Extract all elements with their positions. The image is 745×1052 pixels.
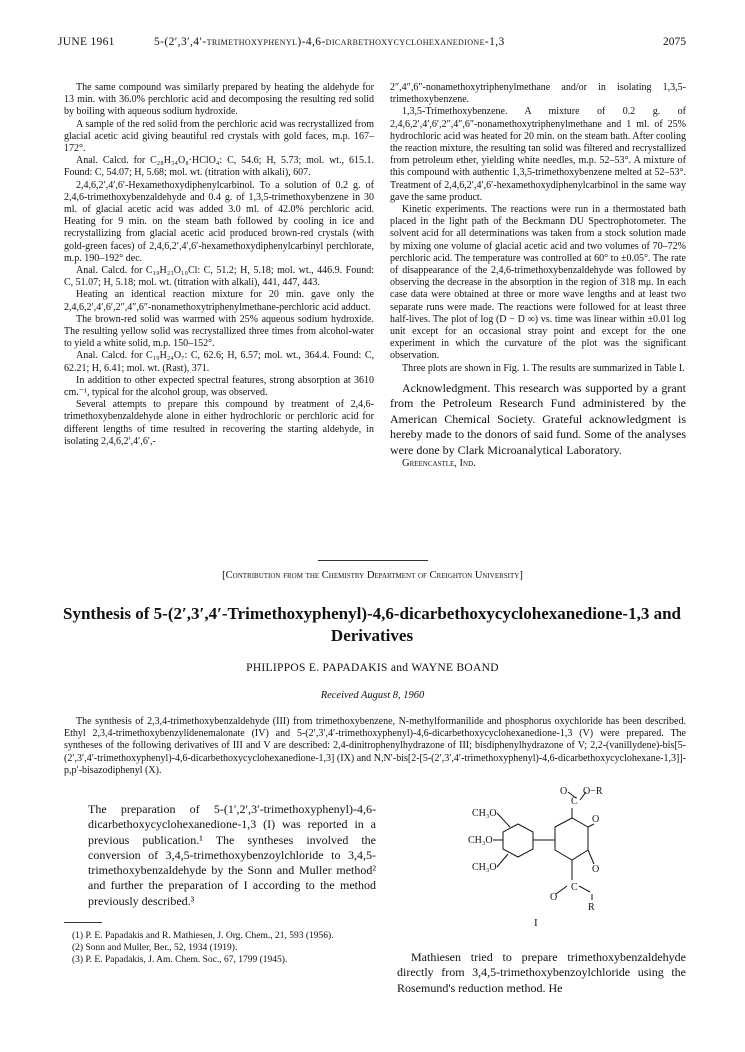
paragraph: 1,3,5-Trimethoxybenzene. A mixture of 0.2 g. of 2,4,6,2′,4′,6′,2″,4″,6″-nonamethoxytriphenylmethane and 1 ml. of 25% hydrochloric acid was heated for 20 min. on the steam bath. After cooling the reaction mixture, the resulting tan solid was filtered and recrystallized from petroleum ether, yielding white needles, m.p. 52–53°. A mixture of this compound with authentic 1,3,5-trimethoxybenzene melted at 52–53°. Treatment of 2,4,6,2′,4′,6′-hexamethoxydiphenylcarbinol in the same way gave the same product. <box>390 106 686 203</box>
paragraph: Anal. Calcd. for C₁₉H₂₃O₁₀Cl: C, 51.2; H, 5.18; mol. wt., 446.9. Found: C, 51.07; H, 5.18; mol. wt. (titration with alkali), 441, 447, 443. <box>64 265 374 289</box>
footnote: (2) Sonn and Muller, Ber., 52, 1934 (1919). <box>72 943 238 953</box>
header-title: 5-(2′,3′,4′-trimethoxyphenyl)-4,6-dicarbethoxycyclohexanedione-1,3 <box>154 36 505 48</box>
left-column <box>64 82 374 448</box>
struct-label: CH₃O <box>468 835 493 846</box>
paragraph: The same compound was similarly prepared by heating the aldehyde for 13 min. with 36.0% perchloric acid and decomposing the resulting red solid by boiling with aqueous sodium hydroxide. <box>64 82 374 118</box>
running-header <box>58 36 686 52</box>
compound-label: I <box>534 917 538 929</box>
paragraph: 2″,4″,6″-nonamethoxytriphenylmethane and/or in isolating 1,3,5-trimethoxybenzene. <box>390 82 686 106</box>
right-column <box>390 82 686 471</box>
bond-lines <box>493 792 594 900</box>
paragraph: Several attempts to prepare this compound by treatment of 2,4,6-trimethoxybenzaldehyde alone in either hydrochloric or perchloric acid for different lengths of time resulted in recovering the starting aldehyde, in isolating 2,4,6,2′,4′,6′,- <box>64 399 374 447</box>
struct-label: CH₃O <box>472 862 497 873</box>
paragraph: Three plots are shown in Fig. 1. The results are summarized in Table I. <box>402 362 685 374</box>
struct-label: O <box>560 786 568 797</box>
paragraph: Kinetic experiments. The reactions were run in a thermostated bath placed in the light path of the Beckmann DU Spectrophotometer. The solvent acid for all determinations was taken from a stock solution made by mixing one volume of glacial acetic acid and two volumes of 70–72% perchloric acid. The temperature was controlled at 60° to ±0.05°. The rate of disappearance of the 2,4,6-trimethoxybenzaldehyde was followed by observing the decrease in the absorption in the region of 318 mμ. In each case data were obtained at three or more wave lengths and at least two separate runs were made. The reactions were followed for at least three half-lives. The plot of log (D − D ∞) vs. time was linear within ±0.01 log unit except for an occasional stray point and except for the one experiment in which the curvature of the plot was the significant observation. <box>390 204 686 362</box>
acknowledgment: Acknowledgment. This research was supported by a grant from the Petroleum Research Fund administered by the American Chemical Society. Grateful acknowledgment is hereby made to the donors of said fund. Some of the analyses were done by Clark Microanalytical Laboratory. <box>390 380 686 457</box>
authors: PHILIPPOS E. PAPADAKIS and WAYNE BOAND <box>246 662 499 674</box>
paragraph: 2,4,6,2′,4′,6′-Hexamethoxydiphenylcarbinol. To a solution of 0.2 g. of 2,4,6-trimethoxybenzaldehyde and 0.4 g. of 1,3,5-trimethoxybenzene in 30 ml. of glacial acetic acid was added 3.0 ml. of 42.0% perchloric acid. Heating for 9 min. on the steam bath followed by cooling in ice and recrystallizing from glacial acetic acid produced brown-red crystals (with gold-green faces) of 2,4,6,2′,4′,6′-hexamethoxydiphenylcarbinyl perchlorate, m.p. 190–192° dec. <box>64 179 374 264</box>
footnote-rule <box>64 922 102 923</box>
cyclohexane-ring <box>555 818 588 860</box>
paragraph: Anal. Calcd. for C₁₉H₂₄O₇: C, 62.6; H, 6.57; mol. wt., 364.4. Found: C, 62.21; H, 6.41; mol. wt. (Rast), 371. <box>64 350 374 374</box>
received-date: Received August 8, 1960 <box>320 690 425 701</box>
article-title: Synthesis of 5-(2′,3′,4′-Trimethoxyphenyl)-4,6-dicarbethoxycyclohexanedione-1,3 and Derivatives <box>63 604 681 645</box>
struct-label: O−R <box>583 786 603 797</box>
paragraph: Anal. Calcd. for C₂₈H₃₄O₈·HClO₄: C, 54.6; H, 5.73; mol. wt., 615.1. Found: C, 54.07; H, 5.68; mol. wt. (titration with alkali), 607. <box>64 155 374 179</box>
contribution-line: [Contribution from the Chemistry Department of Creighton University] <box>222 570 523 581</box>
abstract: The synthesis of 2,3,4-trimethoxybenzaldehyde (III) from trimethoxybenzene, N-methylformanilide and phosphorus oxychloride has been described. Ethyl 2,3,4-trimethoxybenzylidenemalonate (IV) and 5-(2′,3′,4′-trimethoxyphenyl)-4,6-dicarbethoxycyclohexanedione-1,3 (V) were prepared. The syntheses of the following derivatives of III and V are described: 2,4-dinitrophenylhydrazone of III; bisdiphenylhydrazone of V; 2,2-(vanillydene)-bis[5-(2′,3′,4′-trimethoxyphenyl)-4,6-dicarbethoxycyclohexanedione-1,3] (IX) and N,N′-bis[2-[5-(2′,3′,4′-trimethoxyphenyl)-4,6-dicarbethoxycyclohexane-1,3]]-p,p′-bisazodiphenyl (X). <box>64 716 686 776</box>
header-date: JUNE 1961 <box>58 36 115 48</box>
page-number: 2075 <box>663 36 686 48</box>
footnotes <box>64 930 376 966</box>
chemical-structure-diagram <box>440 782 640 912</box>
struct-label: O <box>592 814 600 825</box>
section-divider <box>318 560 428 561</box>
right-text: Mathiesen tried to prepare trimethoxybenzaldehyde directly from 3,4,5-trimethoxybenzoylchloride using the Rosemund's reduction method. He <box>397 950 686 995</box>
struct-label: CH₃O <box>472 808 497 819</box>
signoff: Greencastle, Ind. <box>402 458 476 470</box>
struct-label: O <box>550 892 558 903</box>
intro-paragraph: The preparation of 5-(1′,2′,3′-trimethoxyphenyl)-4,6-dicarbethoxycyclohexanedione-1,3 (I) was reported in a previous publication.¹ The syntheses involved the conversion of 3,4,5-trimethoxybenzoylchloride to 3,4,5-trimethoxybenzaldehyde by the Sonn and Muller method² and further the preparation of I according to the method previously described.³ <box>88 802 376 908</box>
paragraph: The brown-red solid was warmed with 25% aqueous sodium hydroxide. The resulting yellow solid was recrystallized three times from alcohol-water to yield a white solid, m.p. 150–152°. <box>64 313 374 350</box>
footnote: (1) P. E. Papadakis and R. Mathiesen, J. Org. Chem., 21, 593 (1956). <box>72 931 334 941</box>
struct-label: R <box>588 902 595 912</box>
paragraph: A sample of the red solid from the perchloric acid was recrystallized from glacial acetic acid giving beautiful red crystals with gold faces, m.p. 167–172°. <box>64 118 374 155</box>
paragraph: In addition to other expected spectral features, strong absorption at 3610 cm.⁻¹, typical for the alcohol group, was observed. <box>64 374 374 399</box>
benzene-ring <box>503 824 533 857</box>
footnote: (3) P. E. Papadakis, J. Am. Chem. Soc., 67, 1799 (1945). <box>72 955 288 965</box>
struct-label: C <box>571 882 578 893</box>
struct-label: C <box>571 796 578 807</box>
paragraph: Heating an identical reaction mixture for 20 min. gave only the 2,4,6,2′,4′,6′,2″,4″,6″-nonamethoxytriphenylmethane-perchloric acid adduct. <box>64 289 374 313</box>
struct-label: O <box>592 864 600 875</box>
